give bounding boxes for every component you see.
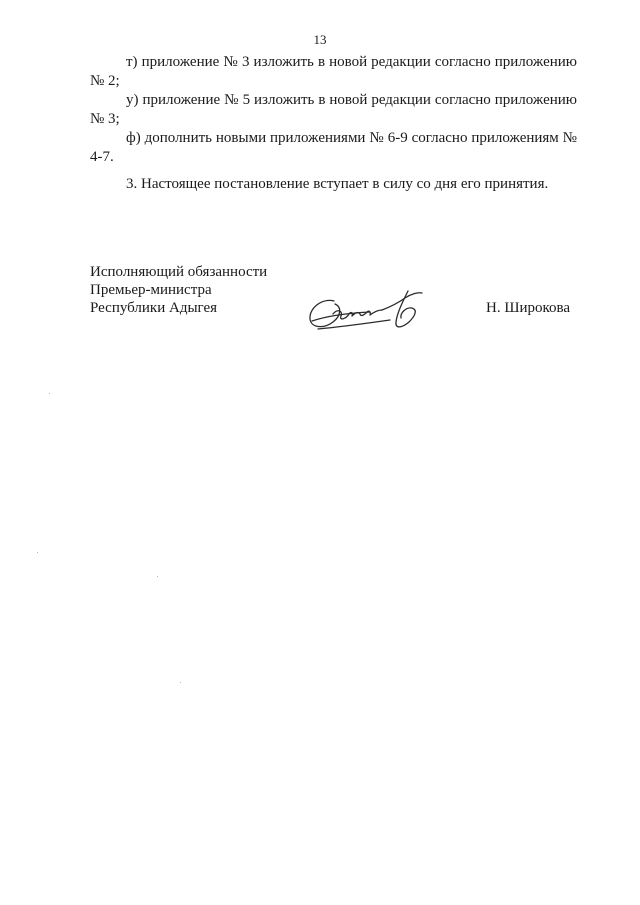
scan-speck [49, 393, 50, 394]
effective-date-clause-text: 3. Настоящее постановление вступает в силу со дня его принятия. [126, 176, 549, 192]
page-number: 13 [313, 32, 327, 47]
signatory-title-line-1: Исполняющий обязанности [90, 264, 268, 280]
amendment-item-u [90, 91, 577, 129]
scan-speck [157, 576, 158, 577]
amendment-item-t-text: т) приложение № 3 изложить в новой редакции согласно приложению № 2; [90, 54, 577, 89]
effective-date-clause [90, 175, 577, 194]
handwritten-signature [300, 285, 435, 340]
signatory-title-line-3: Республики Адыгея [90, 300, 218, 316]
amendment-item-f-text: ф) дополнить новыми приложениями № 6-9 согласно приложениям № 4-7. [90, 130, 577, 165]
signatory-title-block [90, 263, 267, 317]
amendment-item-t [90, 53, 577, 91]
amendment-item-u-text: у) приложение № 5 изложить в новой редакции согласно приложению № 3; [90, 92, 577, 127]
scan-speck [180, 682, 181, 683]
signatory-title-line-2: Премьер-министра [90, 282, 212, 298]
signatory-name: Н. Широкова [486, 300, 571, 316]
amendment-item-f [90, 129, 577, 167]
scan-speck [37, 552, 38, 553]
